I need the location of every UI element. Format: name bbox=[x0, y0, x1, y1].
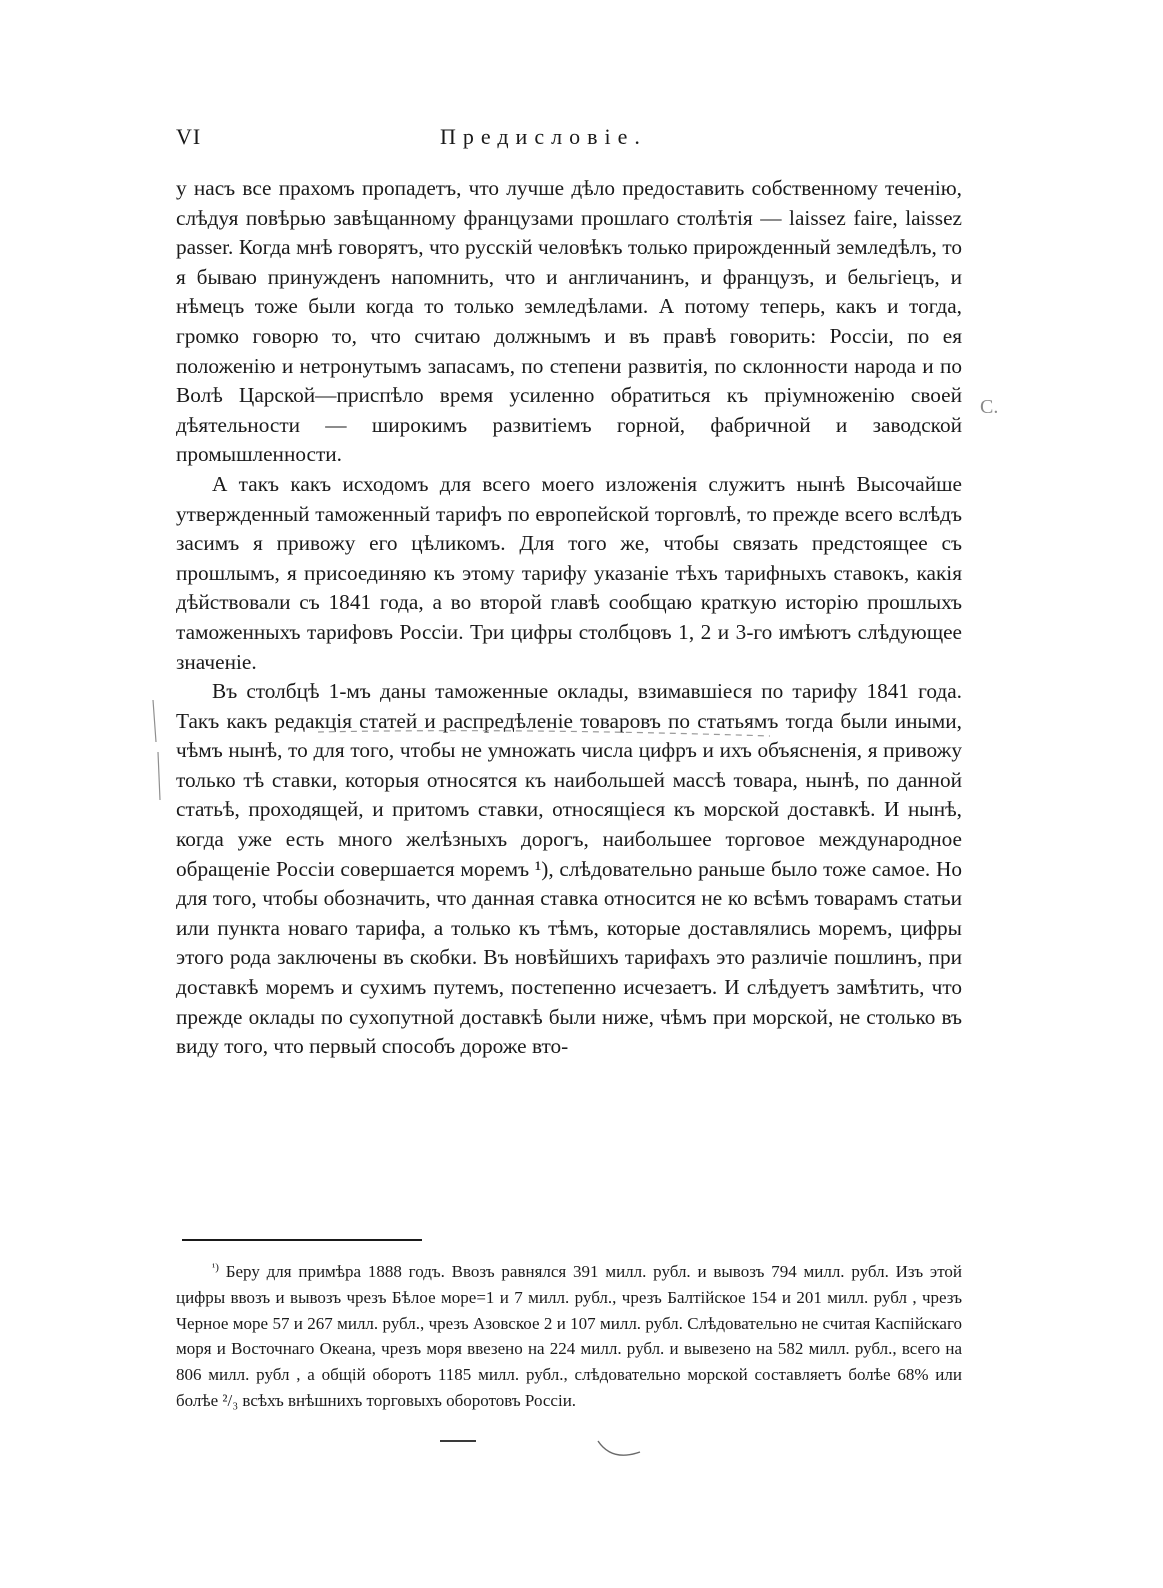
footnotes bbox=[176, 1259, 962, 1414]
pencil-footnote-underline bbox=[598, 1441, 640, 1455]
section-title: Предисловіе. bbox=[440, 124, 647, 149]
margin-annotation: С. bbox=[980, 396, 999, 418]
footnote-marker: ¹) bbox=[212, 1261, 219, 1274]
pencil-margin-bracket bbox=[153, 700, 160, 800]
running-head bbox=[176, 124, 962, 154]
paragraph-column-one: Въ столбцѣ 1-мъ даны таможенные оклады, взимавшіеся по тарифу 1841 года. Такъ какъ редакція статей и распредѣленіе товаровъ по статьямъ тогда были иными, чѣмъ нынѣ, то для того, чтобы не умножать числа цифръ и ихъ объясненія, я привожу только тѣ ставки, которыя относятся къ наибольшей массѣ товара, нынѣ, по данной статьѣ, проходящей, и притомъ ставки, относящіеся къ морской доставкѣ. И нынѣ, когда уже есть много желѣзныхъ дорогъ, наибольшее торговое международное обращеніе Россіи совершается моремъ ¹), слѣдовательно раньше было тоже самое. Но для того, чтобы обозначить, что данная ставка относится не ко всѣмъ товарамъ статьи или пункта новаго тарифа, а только къ тѣмъ, которые доставлялись моремъ, цифры этого рода заключены въ скобки. Въ новѣйшихъ тарифахъ это различіе пошлинъ, при доставкѣ моремъ и сухимъ путемъ, постепенно исчезаетъ. И слѣдуетъ замѣтить, что прежде оклады по сухопутной доставкѣ были ниже, чѣмъ при морской, не столько въ виду того, что первый способъ дороже вто- bbox=[176, 679, 962, 1059]
footnote-text: Беру для примѣра 1888 годъ. Ввозъ равнялся 391 милл. рубл. и вывозъ 794 милл. рубл. Изъ этой цифры ввозъ и вывозъ чрезъ Бѣлое море=1 и 7 милл. рубл., чрезъ Балтійское 154 и 201 милл. рубл , чрезъ Черное море 57 и 267 милл. рубл., чрезъ Азовское 2 и 107 милл. рубл. Слѣдовательно не считая Каспійскаго моря и Восточнаго Океана, чрезъ моря ввезено на 224 милл. рубл. и вывезено на 582 милл. рубл., всего на 806 милл. рубл , а общій оборотъ 1185 милл. рубл., слѣдовательно морской составляетъ болѣе 68% или болѣе ²/₃ всѣхъ внѣшнихъ торговыхъ оборотовъ Россіи. bbox=[176, 1262, 962, 1410]
body-text bbox=[176, 174, 962, 1062]
footnote-1 bbox=[176, 1259, 962, 1414]
footnote-divider bbox=[182, 1239, 422, 1241]
page-number: VI bbox=[176, 124, 202, 149]
paragraph-tariff-intro: А такъ какъ исходомъ для всего моего изложенія служитъ нынѣ Высочайше утвержденный таможенный тарифъ по европейской торговлѣ, то прежде всего вслѣдъ засимъ я привожу его цѣликомъ. Для того же, чтобы связать предстоящее съ прошлымъ, я присоединяю къ этому тарифу указаніе тѣхъ тарифныхъ ставокъ, какія дѣйствовали съ 1841 года, а во второй главѣ сообщаю краткую исторію прошлыхъ таможенныхъ тарифовъ Россіи. Три цифры столбцовъ 1, 2 и 3-го имѣютъ слѣдующее значеніе. bbox=[176, 471, 962, 674]
paragraph-continuation: у насъ все прахомъ пропадетъ, что лучше дѣло предоставить собственному теченію, слѣдуя повѣрью завѣщанному французами прошлаго столѣтія — laissez faire, laissez passer. Когда мнѣ говорятъ, что русскій человѣкъ только прирожденный земледѣлъ, то я бываю принужденъ напомнить, что и англичанинъ, и французъ, и бельгіецъ, и нѣмецъ тоже были когда то только земледѣлами. А потому теперь, какъ и тогда, громко говорю то, что считаю должнымъ и въ правѣ говорить: Россіи, по ея положенію и нетронутымъ запасамъ, по степени развитія, по склонности народа и по Волѣ Царской—приспѣло время усиленно обратиться къ пріумноженію своей дѣятельности — широкимъ развитіемъ горной, фабричной и заводской промышленности. bbox=[176, 176, 962, 467]
